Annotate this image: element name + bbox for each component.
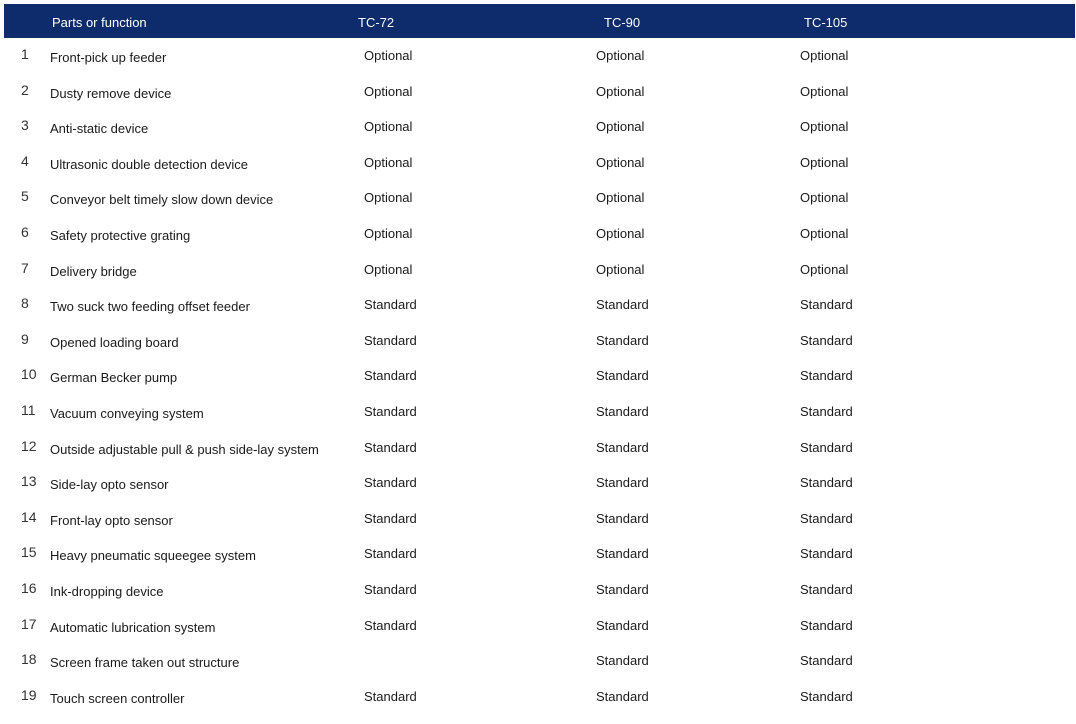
tc-72-cell: Optional [364, 190, 413, 206]
header-tc-90: TC-90 [604, 15, 641, 30]
table-row [4, 608, 1075, 644]
table-row [4, 109, 1075, 145]
part-name-cell: Two suck two feeding offset feeder [50, 299, 250, 315]
tc-105-cell: Standard [800, 617, 853, 633]
tc-105-cell: Optional [800, 190, 849, 206]
part-name-cell: German Becker pump [50, 370, 178, 386]
row-number: 16 [21, 579, 37, 596]
row-number: 11 [21, 401, 36, 418]
table-header-row [4, 4, 1075, 38]
tc-90-cell: Standard [596, 581, 649, 597]
tc-90-cell: Standard [596, 653, 649, 669]
table-row [4, 216, 1075, 252]
part-name-cell: Front-lay opto sensor [50, 512, 173, 528]
part-name-cell: Screen frame taken out structure [50, 655, 240, 671]
part-name-cell: Dusty remove device [50, 85, 172, 101]
row-number: 7 [21, 259, 29, 276]
tc-72-cell: Optional [364, 225, 413, 241]
row-number: 12 [21, 437, 37, 454]
part-name-cell: Heavy pneumatic squeegee system [50, 548, 256, 564]
tc-72-cell: Standard [364, 297, 417, 313]
tc-90-cell: Optional [596, 225, 645, 241]
table-row [4, 180, 1075, 216]
tc-90-cell: Standard [596, 403, 649, 419]
tc-72-cell: Optional [364, 48, 413, 63]
tc-72-cell: Standard [364, 546, 417, 562]
row-number: 10 [21, 366, 37, 383]
table-row [4, 74, 1075, 110]
tc-90-cell: Optional [596, 190, 645, 206]
tc-105-cell: Standard [800, 510, 853, 526]
tc-72-cell: Standard [364, 332, 417, 348]
tc-105-cell: Standard [800, 332, 853, 348]
tc-105-cell: Standard [800, 297, 853, 313]
tc-72-cell: Standard [364, 688, 417, 704]
tc-105-cell: Optional [800, 225, 849, 241]
row-number: 2 [21, 81, 29, 98]
tc-72-cell: Standard [364, 403, 417, 419]
tc-72-cell: Optional [364, 83, 413, 99]
part-name-cell: Front-pick up feeder [50, 50, 167, 65]
tc-90-cell: Standard [596, 617, 649, 633]
row-number: 6 [21, 223, 29, 240]
table-row [4, 287, 1075, 323]
row-number: 14 [21, 508, 37, 525]
tc-90-cell: Optional [596, 83, 645, 99]
table-row [4, 145, 1075, 181]
tc-90-cell: Standard [596, 475, 649, 491]
part-name-cell: Conveyor belt timely slow down device [50, 192, 274, 208]
table-row [4, 358, 1075, 394]
tc-105-cell: Standard [800, 581, 853, 597]
table-row [4, 38, 1075, 74]
table-row [4, 679, 1075, 715]
part-name-cell: Anti-static device [50, 121, 149, 137]
tc-105-cell: Standard [800, 368, 853, 384]
tc-90-cell: Optional [596, 119, 645, 135]
tc-90-cell: Standard [596, 297, 649, 313]
part-name-cell: Outside adjustable pull & push side-lay system [50, 441, 319, 457]
row-number: 9 [21, 330, 29, 347]
tc-90-cell: Standard [596, 546, 649, 562]
row-number: 4 [21, 152, 29, 169]
row-number: 13 [21, 473, 37, 490]
table-body [4, 38, 1075, 714]
tc-72-cell: Standard [364, 439, 417, 455]
tc-90-cell: Standard [596, 439, 649, 455]
tc-72-cell: Standard [364, 581, 417, 597]
table-row [4, 501, 1075, 537]
tc-90-cell: Standard [596, 368, 649, 384]
tc-105-cell: Standard [800, 475, 853, 491]
table-row [4, 430, 1075, 466]
table-row [4, 252, 1075, 288]
tc-105-cell: Optional [800, 154, 849, 170]
tc-90-cell: Optional [596, 48, 645, 63]
tc-72-cell: Standard [364, 617, 417, 633]
part-name-cell: Ink-dropping device [50, 583, 164, 599]
row-number: 18 [21, 651, 37, 668]
tc-90-cell: Standard [596, 332, 649, 348]
tc-72-cell: Standard [364, 475, 417, 491]
part-name-cell: Side-lay opto sensor [50, 477, 169, 493]
tc-105-cell: Optional [800, 83, 849, 99]
table-row [4, 536, 1075, 572]
row-number: 3 [21, 117, 29, 134]
part-name-cell: Ultrasonic double detection device [50, 156, 249, 172]
tc-72-cell: Standard [364, 368, 417, 384]
tc-105-cell: Standard [800, 403, 853, 419]
table-row [4, 572, 1075, 608]
part-name-cell: Automatic lubrication system [50, 619, 216, 635]
header-parts-or-function: Parts or function [52, 15, 147, 30]
table-row [4, 394, 1075, 430]
row-number: 19 [21, 686, 37, 703]
tc-72-cell: Optional [364, 154, 413, 170]
tc-90-cell: Standard [596, 688, 649, 704]
header-tc-72: TC-72 [358, 15, 395, 30]
tc-105-cell: Standard [800, 688, 853, 704]
header-tc-105: TC-105 [804, 15, 848, 30]
tc-105-cell: Optional [800, 261, 849, 277]
tc-105-cell: Standard [800, 546, 853, 562]
table-row [4, 323, 1075, 359]
tc-105-cell: Optional [800, 48, 849, 63]
table-row [4, 465, 1075, 501]
part-name-cell: Safety protective grating [50, 227, 191, 243]
row-number: 1 [21, 46, 29, 62]
part-name-cell: Touch screen controller [50, 690, 185, 706]
tc-105-cell: Optional [800, 119, 849, 135]
tc-72-cell: Optional [364, 261, 413, 277]
tc-72-cell: Standard [364, 510, 417, 526]
part-name-cell: Opened loading board [50, 334, 179, 350]
row-number: 8 [21, 295, 29, 312]
tc-72-cell: Optional [364, 119, 413, 135]
spec-table [4, 4, 1075, 714]
row-number: 5 [21, 188, 29, 205]
row-number: 17 [21, 615, 37, 632]
part-name-cell: Vacuum conveying system [50, 405, 204, 421]
row-number: 15 [21, 544, 37, 561]
tc-90-cell: Optional [596, 154, 645, 170]
part-name-cell: Delivery bridge [50, 263, 137, 279]
tc-105-cell: Standard [800, 439, 853, 455]
tc-105-cell: Standard [800, 653, 853, 669]
table-row [4, 643, 1075, 679]
tc-90-cell: Standard [596, 510, 649, 526]
tc-90-cell: Optional [596, 261, 645, 277]
